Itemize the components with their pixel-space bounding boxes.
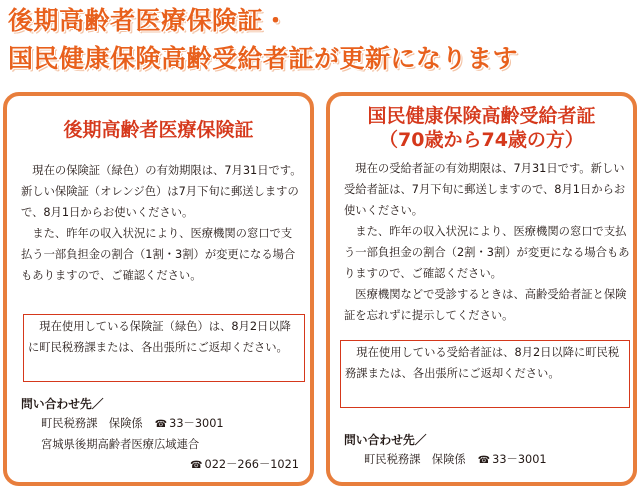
card-body bbox=[21, 160, 303, 286]
paragraph: 現在の受給者証の有効期限は、7月31日です。新しい受給者証は、7月下旬に郵送しますので、8月1日からお使いください。 bbox=[344, 162, 626, 217]
contact-info bbox=[344, 430, 626, 471]
contact-dept: 町民税務課 保険係 bbox=[41, 417, 143, 430]
card-title: 国民健康保険高齢受給者証 bbox=[367, 105, 596, 127]
contact-org: 宮城県後期高齢者医療広域連合 bbox=[41, 438, 200, 451]
paragraph: また、昨年の収入状況により、医療機関の窓口で支払う一部負担金の割合（2割・3割）が変更になる場合もありますので、ご確認ください。 bbox=[344, 225, 630, 280]
contact-tel: 33－3001 bbox=[169, 417, 224, 430]
card-body bbox=[344, 158, 632, 326]
card-elderly-medical-insurance bbox=[3, 92, 314, 486]
contact-title: 問い合わせ先／ bbox=[21, 397, 104, 411]
paragraph: 医療機関などで受診するときは、高齢受給者証と保険証を忘れずに提示してください。 bbox=[344, 288, 627, 322]
telephone-icon: ☎ bbox=[477, 455, 491, 466]
contact-info bbox=[21, 394, 303, 476]
contact-tel: 022－266－1021 bbox=[204, 458, 299, 471]
return-notice-box bbox=[23, 314, 305, 382]
notice-text: 現在使用している受給者証は、8月2日以降に町民税務課または、各出張所にご返却ください。 bbox=[345, 346, 620, 380]
paragraph: 現在の保険証（緑色）の有効期限は、7月31日です。新しい保険証（オレンジ色）は7月下旬に郵送しますので、8月1日からお使いください。 bbox=[21, 164, 302, 219]
return-notice-box bbox=[340, 340, 630, 408]
paragraph: また、昨年の収入状況により、医療機関の窓口で支払う一部負担金の割合（1割・3割）が変更になる場合もありますので、ご確認ください。 bbox=[21, 227, 296, 282]
telephone-icon: ☎ bbox=[190, 460, 203, 471]
headline-line-1: 後期高齢者医療保険証・ bbox=[8, 6, 289, 35]
contact-title: 問い合わせ先／ bbox=[344, 433, 427, 447]
telephone-icon: ☎ bbox=[154, 419, 168, 430]
contact-tel: 33－3001 bbox=[492, 453, 547, 466]
card-title: 後期高齢者医療保険証 bbox=[63, 119, 254, 141]
contact-row bbox=[21, 414, 303, 435]
contact-row bbox=[21, 435, 303, 455]
contact-dept: 町民税務課 保険係 bbox=[364, 453, 466, 466]
contact-row bbox=[344, 450, 626, 471]
card-elderly-recipient-certificate bbox=[326, 92, 637, 486]
headline-line-2: 国民健康保険高齢受給者証が更新になります bbox=[8, 44, 519, 73]
contact-row bbox=[21, 455, 303, 476]
card-subtitle: （70歳から74歳の方） bbox=[379, 129, 584, 151]
notice-text: 現在使用している保険証（緑色）は、8月2日以降に町民税務課または、各出張所にご返却ください。 bbox=[28, 320, 291, 354]
